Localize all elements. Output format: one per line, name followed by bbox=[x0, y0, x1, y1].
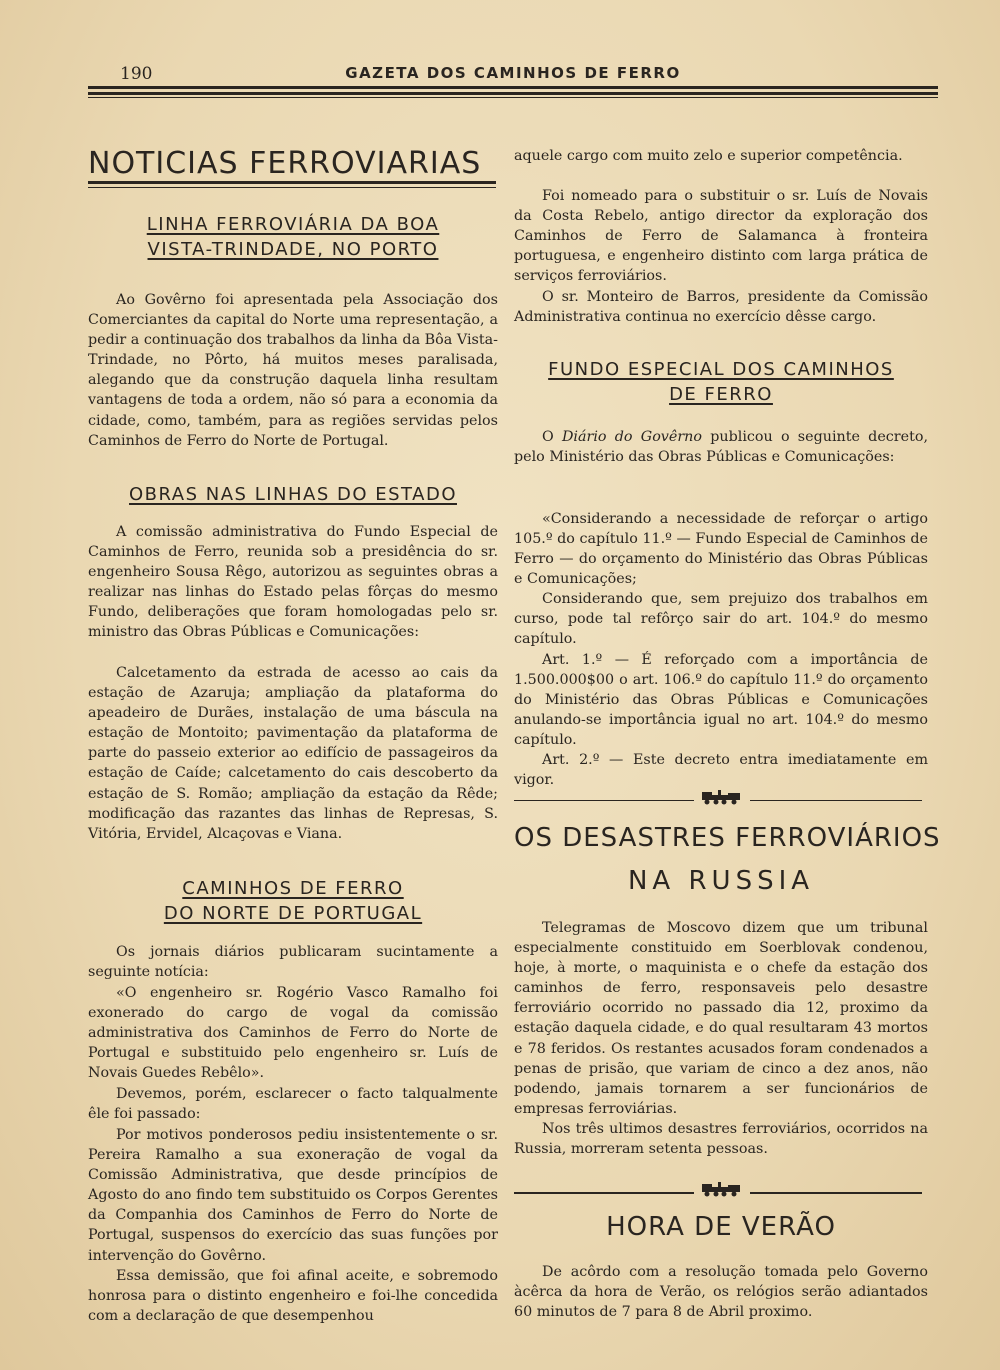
separator-line bbox=[750, 1192, 922, 1194]
title-hora-verao: HORA DE VERÃO bbox=[606, 1212, 836, 1242]
paragraph: Considerando que, sem prejuizo dos trabalhos em curso, pode tal refôrço sair do art. 104.º do mesmo capítulo. bbox=[514, 591, 928, 648]
paragraph: O sr. Monteiro de Barros, presidente da Comissão Administrativa continua no exercício dêsse cargo. bbox=[514, 289, 928, 326]
paragraph: Nos três ultimos desastres ferroviários, ocorridos na Russia, morreram setenta pessoas. bbox=[514, 1121, 928, 1158]
paragraph: Os jornais diários publicaram sucintamente a seguinte notícia: bbox=[88, 944, 498, 981]
title-desastres: OS DESASTRES FERROVIÁRIOS bbox=[514, 823, 941, 853]
journal-title: GAZETA DOS CAMINHOS DE FERRO bbox=[345, 64, 681, 82]
train-icon bbox=[700, 788, 744, 806]
paragraph: «Considerando a necessidade de reforçar o artigo 105.º do capítulo 11.º — Fundo Especial de Caminhos de Ferro — do orçamento do Ministério das Obras Públicas e Comunicações; bbox=[514, 511, 928, 588]
paragraph: Devemos, porém, esclarecer o facto talqualmente êle foi passado: bbox=[88, 1086, 498, 1123]
paragraph: Foi nomeado para o substituir o sr. Luís de Novais da Costa Rebelo, antigo director da exploração dos Caminhos de Ferro de Salamanca à fronteira portuguesa, e engenheiro distinto com larga prática de serviços ferroviários. bbox=[514, 188, 928, 285]
separator-line bbox=[514, 1192, 694, 1194]
paragraph: Essa demissão, que foi afinal aceite, e sobremodo honrosa para o distinto engenheiro e foi-lhe concedida com a declaração de que desempenhou bbox=[88, 1268, 498, 1325]
paragraph: Art. 1.º — É reforçado com a importância de 1.500.000$00 o art. 106.º do capítulo 11.º do orçamento do Ministério das Obras Públicas e Comunicações anulando-se importância igual no art. 104.º do mesmo capítulo. bbox=[514, 652, 928, 749]
paragraph: Ao Govêrno foi apresentada pela Associação dos Comerciantes da capital do Norte uma representação, a pedir a continuação dos trabalhos da linha da Bôa Vista-Trindade, no Pôrto, há muitos meses paralisada, alegando que da construção daquela linha resultam vantagens de toda a ordem, não só para a economia da cidade, como, também, para as regiões servidas pelos Caminhos de Ferro do Norte de Portugal. bbox=[88, 292, 498, 449]
page-number: 190 bbox=[120, 64, 153, 84]
paragraph: Calcetamento da estrada de acesso ao cais da estação de Azaruja; ampliação da plataforma do apeadeiro de Durães, instalação de uma báscula na estação de Montoito; pavimentação da plataforma de parte do passeio exterior ao edifício de passageiros da estação de Caíde; calcetamento do cais descoberto da estação de S. Romão; ampliação da estação da Rêde; modificação das razantes das linhas de Represas, S. Vitória, Ervidel, Alcaçovas e Viana. bbox=[88, 665, 498, 842]
section-title-obras: OBRAS NAS LINHAS DO ESTADO bbox=[129, 484, 457, 505]
header-rule bbox=[88, 86, 938, 100]
paragraph: A comissão administrativa do Fundo Especial de Caminhos de Ferro, reunida sob a presidência do sr. engenheiro Sousa Rêgo, autorizou as seguintes obras a realizar nas linhas do Estado pelas fôrças do mesmo Fundo, deliberações que foram homologadas pelo sr. ministro das Obras Públicas e Comunicações: bbox=[88, 524, 498, 641]
separator-line bbox=[750, 800, 922, 801]
paragraph: Art. 2.º — Este decreto entra imediatamente em vigor. bbox=[514, 752, 928, 789]
paragraph: aquele cargo com muito zelo e superior competência. bbox=[514, 148, 903, 164]
section-title-fundo: FUNDO ESPECIAL DOS CAMINHOS DE FERRO bbox=[548, 359, 894, 405]
paragraph: «O engenheiro sr. Rogério Vasco Ramalho foi exonerado do cargo de vogal da comissão administrativa dos Caminhos de Ferro do Norte de Portugal e substituido pelo engenheiro sr. Luís de Novais Guedes Rebêlo». bbox=[88, 985, 498, 1082]
separator-line bbox=[514, 800, 694, 801]
section-title-boa-vista: LINHA FERROVIÁRIA DA BOA VISTA-TRINDADE, NO PORTO bbox=[146, 214, 440, 260]
section-title-norte: CAMINHOS DE FERRO DO NORTE DE PORTUGAL bbox=[163, 878, 423, 924]
main-title: NOTICIAS FERROVIARIAS bbox=[88, 146, 482, 181]
paragraph: Por motivos ponderosos pediu insistentemente o sr. Pereira Ramalho a sua exoneração de vogal da Comissão Administrativa, que desde princípios de Agosto do ano findo tem substituido os Corpos Gerentes da Companhia dos Caminhos de Ferro do Norte de Portugal, suspensos do exercício das suas funções por intervenção do Govêrno. bbox=[88, 1127, 498, 1264]
paragraph: Telegramas de Moscovo dizem que um tribunal especialmente constituido em Soerblovak condenou, hoje, à morte, o maquinista e o chefe da estação dos caminhos de ferro, responsaveis pelo desastre ferroviário ocorrido no passado dia 12, proximo da estação daquela cidade, e do qual resultaram 43 mortos e 78 feridos. Os restantes acusados foram condenados a penas de prisão, que variam de cinco a dez anos, não podendo, jamais tornarem a ser funcionários de empresas ferroviárias. bbox=[514, 920, 928, 1117]
title-russia: NA RUSSIA bbox=[627, 866, 815, 896]
train-icon bbox=[700, 1180, 744, 1198]
page-header bbox=[88, 62, 938, 86]
title-rule bbox=[88, 181, 496, 184]
title-rule-thin bbox=[88, 187, 496, 188]
paragraph: O Diário do Govêrno publicou o seguinte decreto, pelo Ministério das Obras Públicas e Comunicações: bbox=[514, 429, 928, 466]
paragraph: De acôrdo com a resolução tomada pelo Governo àcêrca da hora de Verão, os relógios serão adiantados 60 minutos de 7 para 8 de Abril proximo. bbox=[514, 1264, 928, 1321]
